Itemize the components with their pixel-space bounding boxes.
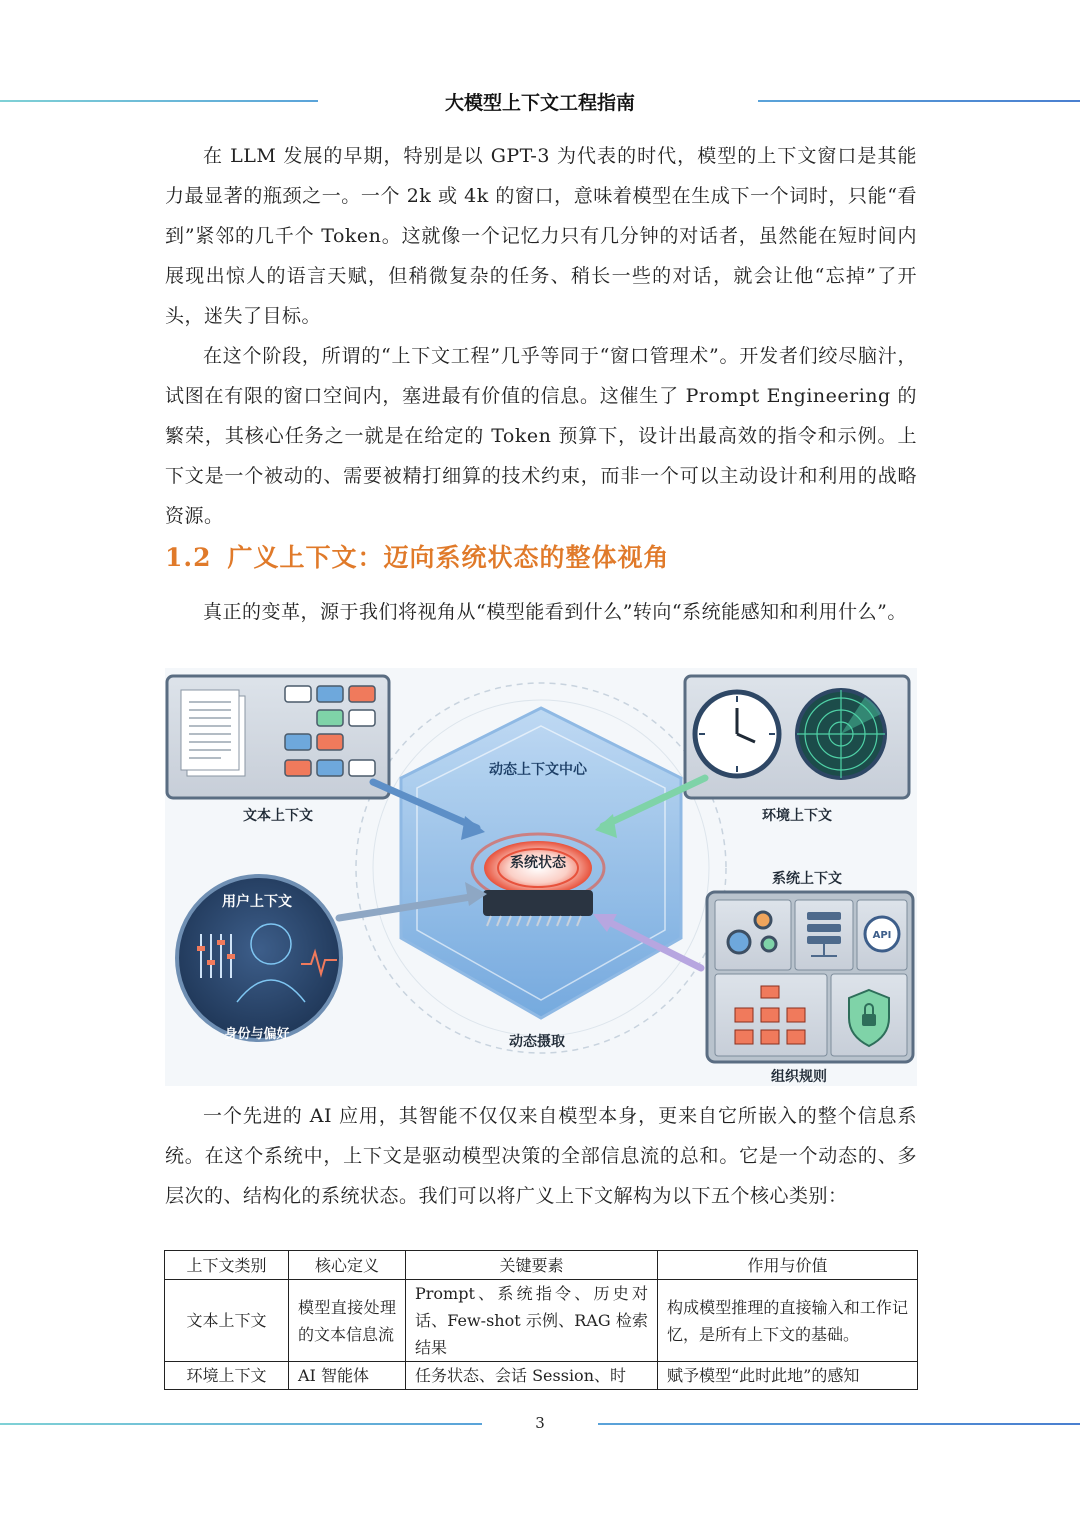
table-cell: 构成模型推理的直接输入和工作记忆，是所有上下文的基础。 [658,1280,918,1362]
table-header-cell: 关键要素 [406,1251,658,1280]
page-number: 3 [535,1414,545,1432]
api-label: API [872,930,892,941]
table-cell: 模型直接处理的文本信息流 [289,1280,406,1362]
org-rules-label: 组织规则 [771,1069,827,1085]
hub-title: 动态上下文中心 [489,762,587,778]
table-header-cell: 核心定义 [289,1251,406,1280]
user-context-label: 用户上下文 [222,894,292,910]
table-row [165,1280,918,1362]
lock-icon [862,1014,876,1026]
paragraph-2: 在这个阶段，所谓的“上下文工程”几乎等同于“窗口管理术”。开发者们绞尽脑汁，试图在有限的窗口空间内，塞进最有价值的信息。这催生了 Prompt Engineering 的繁荣，其核心任务之一就是在给定的 Token 预算下，设计出最高效的指令和示例。上下文是一个被动的、需要被精打细算的技术约束，而非一个可以主动设计和利用的战略资源。 [165,345,917,527]
table-row [165,1362,918,1390]
system-context-label: 系统上下文 [772,871,842,887]
user-context-sublabel: 身份与偏好 [224,1027,290,1042]
section-heading [165,538,670,574]
section-title: 广义上下文：迈向系统状态的整体视角 [227,543,670,572]
intro-paragraph: 真正的变革，源于我们将视角从“模型能看到什么”转向“系统能感知和利用什么”。 [203,601,907,623]
text-context-panel [167,676,389,798]
system-context-panel [707,892,913,1062]
environment-context-panel [685,676,909,798]
table-header-cell: 上下文类别 [165,1251,289,1280]
core-label: 系统状态 [510,855,566,871]
bottom-label: 动态摄取 [509,1034,565,1050]
table-cell: 环境上下文 [165,1362,289,1390]
text-context-label: 文本上下文 [243,808,313,824]
table-cell: Prompt、系统指令、历史对话、Few-shot 示例、RAG 检索结果 [406,1280,658,1362]
table-header-cell: 作用与价值 [658,1251,918,1280]
gear-icon [728,931,750,953]
table-cell: AI 智能体 [289,1362,406,1390]
environment-context-label: 环境上下文 [762,808,832,824]
running-header: 大模型上下文工程指南 [444,92,635,114]
paragraph-1: 在 LLM 发展的早期，特别是以 GPT-3 为代表的时代，模型的上下文窗口是其能力最显著的瓶颈之一。一个 2k 或 4k 的窗口，意味着模型在生成下一个词时，只能“看到”紧邻的几千个 Token。这就像一个记忆力只有几分钟的对话者，虽然能在短时间内展现出惊人的语言天赋，但稍微复杂的任务、稍长一些的对话，就会让他“忘掉”了开头，迷失了目标。 [165,145,917,327]
server-icon [807,912,841,944]
section-number: 1.2 [165,543,212,572]
table-cell: 赋予模型“此时此地”的感知 [658,1362,918,1390]
context-categories-table [164,1250,918,1390]
table-header-row [165,1251,918,1280]
context-diagram [165,668,917,1086]
table-cell: 文本上下文 [165,1280,289,1362]
body-paragraph-3: 一个先进的 AI 应用，其智能不仅仅来自模型本身，更来自它所嵌入的整个信息系统。在这个系统中，上下文是驱动模型决策的全部信息流的总和。它是一个动态的、多层次的、结构化的系统状态。我们可以将广义上下文解构为以下五个核心类别： [165,1105,917,1207]
table-cell: 任务状态、会话 Session、时 [406,1362,658,1390]
